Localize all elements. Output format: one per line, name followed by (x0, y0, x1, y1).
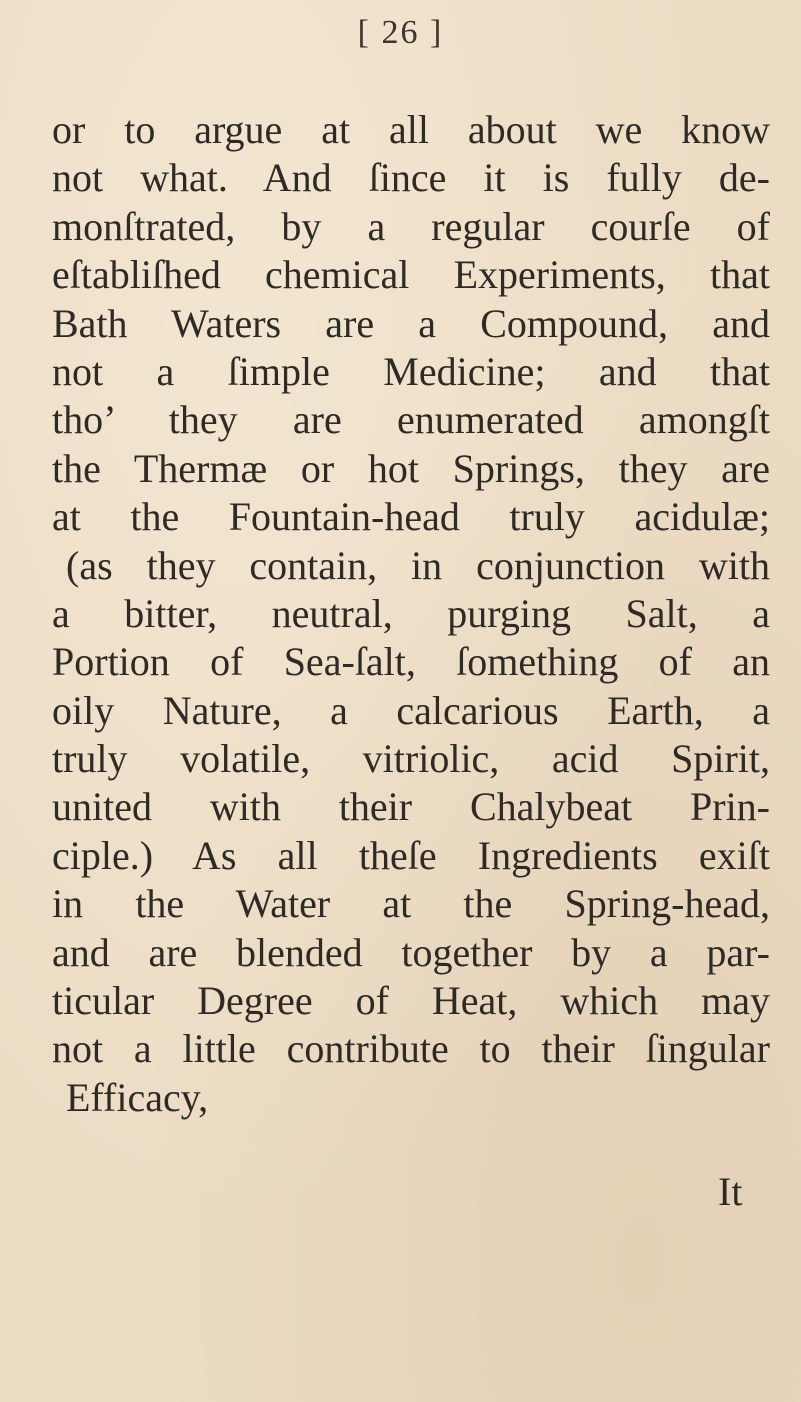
text-line: at the Fountain-head truly acidulæ; (52, 494, 770, 540)
text-line: not a little contribute to their ſingular (52, 1026, 770, 1072)
text-line: and are blended together by a par- (52, 929, 770, 975)
text-line: ciple.) As all theſe Ingredients exiſt (52, 832, 770, 878)
text-line: the Thermæ or hot Springs, they are (52, 445, 770, 491)
text-line: Portion of Sea-ſalt, ſomething of an (52, 639, 770, 685)
text-line: eſtabliſhed chemical Experiments, that (52, 252, 770, 298)
text-line: ticular Degree of Heat, which may (52, 978, 770, 1024)
text-line: not a ſimple Medicine; and that (52, 348, 770, 394)
page-number: [ 26 ] (357, 14, 444, 51)
text-line: in the Water at the Spring-head, (52, 881, 770, 927)
text-line: oily Nature, a calcarious Earth, a (52, 687, 770, 733)
body-text (52, 106, 770, 1122)
catchword: It (718, 1169, 743, 1214)
text-line: or to argue at all about we know (52, 107, 770, 152)
text-line: tho’ they are enumerated amongſt (52, 397, 770, 443)
text-line: monſtrated, by a regular courſe of (52, 203, 770, 249)
text-line: (as they contain, in conjunction with (66, 542, 770, 588)
text-line: Efficacy, (66, 1074, 209, 1120)
text-line: truly volatile, vitriolic, acid Spirit, (52, 736, 770, 782)
text-line: a bitter, neutral, purging Salt, a (52, 590, 770, 636)
text-line: not what. And ſince it is fully de- (52, 155, 770, 201)
text-line: Bath Waters are a Compound, and (52, 300, 770, 346)
text-line: united with their Chalybeat Prin- (52, 784, 770, 830)
